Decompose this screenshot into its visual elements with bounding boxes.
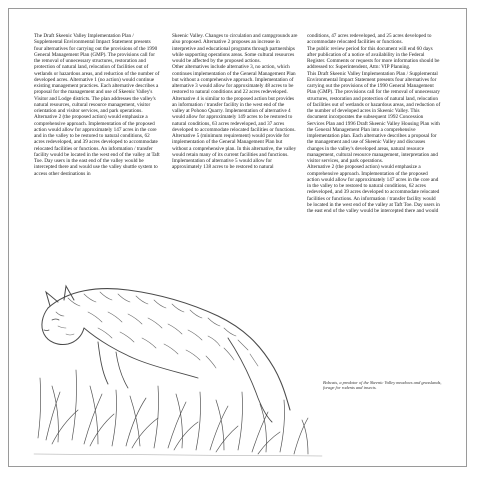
text-column-left [34, 33, 160, 177]
bobcat-illustration [28, 268, 328, 458]
paragraph: Alternative 2 (the proposed action) would emphasize a comprehensive approach. Implementation of the proposed action would allow for approximately 147 acres in the core and in the valley to be restored to natural conditions, 62 acres redeveloped, and 39 acres developed to accommodate relocated facilities or functions. An information / transfer facility would be located in the west end of the valley at Taft Toe. Day users in the east end of the valley would be intercepted there and would use the valley shuttle system to access other destinations in [34, 114, 160, 177]
paragraph: The Draft Skeenic Valley Implementation Plan / Supplemental Environmental Impact Statement presents four alternatives for carrying out the provisions of the 1990 General Management Plan (GMP). The provisions call for the removal of unnecessary structures, restoration and protection of natural land, relocation of facilities out of wetlands or hazardous areas, and reduction of the number of developed acres. Alternative 1 (no action) would continue existing management practices. Each alternative describes a proposal for the management and use of Skeenic Valley's Visitor and Lodge districts. The plan addresses the valley's natural resources, cultural resource management, visitor orientation and visitor services, and park operations. [34, 33, 160, 114]
paragraph: Alternative 2 (the proposed action) would emphasize a comprehensive approach. Implementation of the proposed action would allow for approximately 147 acres in the core and in the valley to be restored to natural conditions, 62 acres redeveloped, and 39 acres developed to accommodate relocated facilities or functions. An information / transfer facility would be located in the west end of the valley at Taft Toe. Day users in the east end of the valley would be intercepted there and would [307, 164, 440, 214]
paragraph: Other alternatives include alternative 3, no action, which continues implementation of the General Management Plan but without a comprehensive approach. Implementation of alternative 3 would allow for approximately 48 acres to be restored to natural conditions and 22 acres redeveloped. Alternative 4 is similar to the proposed action but provides an information / transfer facility in the west end of the valley at Pohono Quarry. Implementation of alternative 4 would allow for approximately 149 acres to be restored to natural conditions, 63 acres redeveloped, and 37 acres developed to accommodate relocated facilities or functions. Alternative 5 (minimum requirement) would provide for implementation of the General Management Plan but without a comprehensive plan. In this alternative, the valley would retain many of its current facilities and functions. Implementation of alternative 5 would allow for approximately 138 acres to be restored to natural [172, 64, 297, 171]
paragraph: conditions, 47 acres redeveloped, and 25 acres developed to accommodate relocated facilities or functions. [307, 33, 432, 46]
text-column-middle [172, 33, 298, 171]
paragraph: Skeenic Valley. Changes to circulation and campgrounds are also proposed. Alternative 2 proposes an increase in interpretive and educational programs through partnerships while supporting operations areas. Some cultural resources would be affected by the proposed actions. [172, 33, 298, 64]
illustration-caption: Bobcats, a predator of the Skeenic Valley meadows and grasslands, forage for rodents and insects. [323, 380, 442, 391]
paragraph: This Draft Skeenic Valley Implementation Plan / Supplemental Environmental Impact Statement presents four alternatives for carrying out the provisions of the 1990 General Management Plan (GMP). The provisions call for the removal of unnecessary structures, restoration and protection of natural land, relocation of facilities out of wetlands or hazardous areas, and reduction of the number of developed acres in Skeenic Valley. This document incorporates the subsequent 1992 Concession Services Plan and 1996 Draft Skeenic Valley Housing Plan with the General Management Plan into a comprehensive implementation plan. Each alternative describes a proposal for the management and use of Skeenic Valley and discusses changes in the valley's developed areas, natural resource management, cultural resource management, interpretation and visitor services, and park operations. [307, 70, 441, 164]
paragraph: The public review period for this document will end 60 days after publication of a notice of availability in the Federal Register. Comments or requests for more information should be addressed to: Superintendent, Attn: VIP Planning. [307, 45, 440, 71]
text-column-right [307, 33, 441, 214]
